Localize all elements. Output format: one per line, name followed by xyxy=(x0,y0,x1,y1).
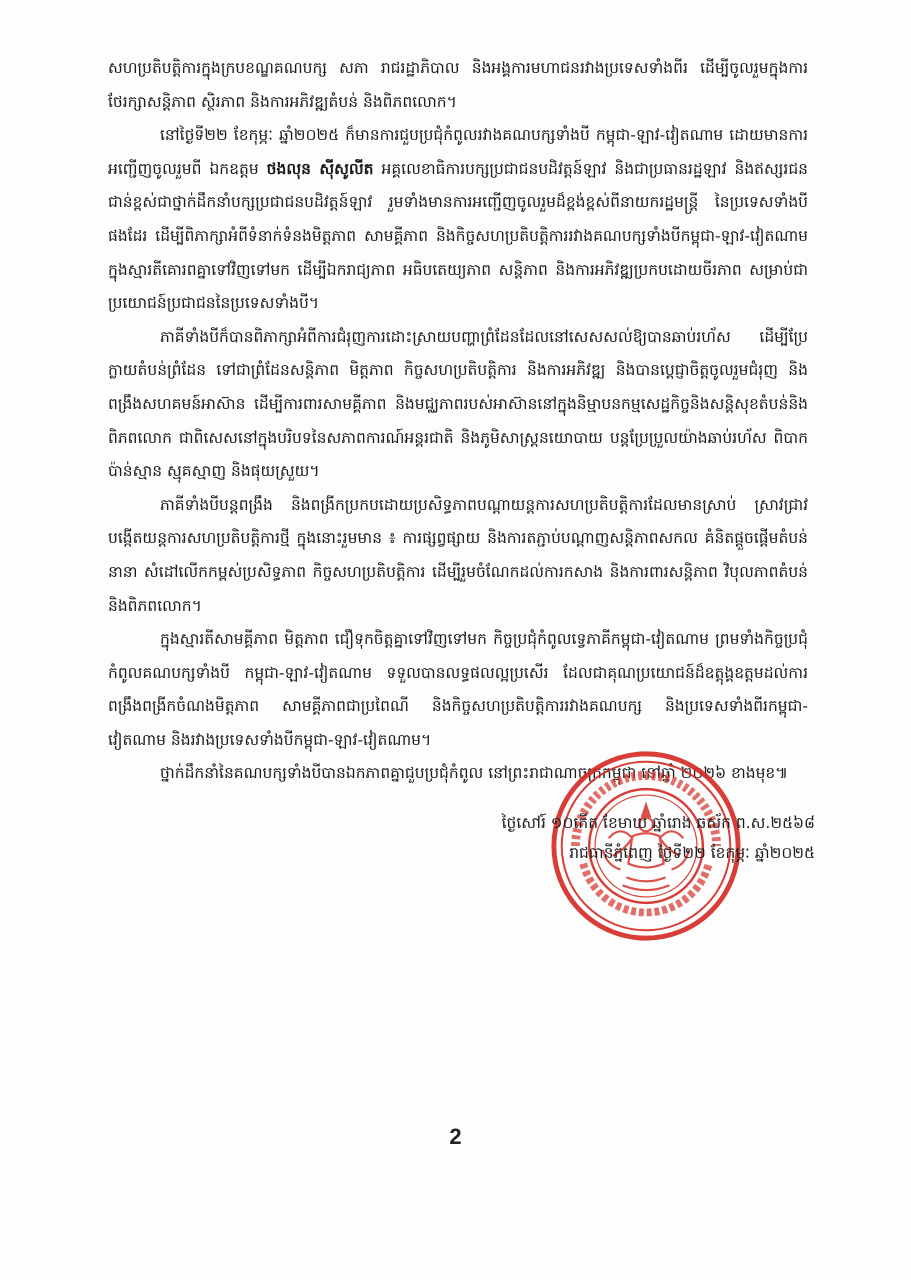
paragraph-2-bold-name: ថងលុន ស៊ីសូលីត xyxy=(266,159,374,178)
document-body xyxy=(108,52,808,791)
paragraph-4: ភាគីទាំងបីបន្តពង្រឹង និងពង្រីកប្រកបដោយប្រសិទ្ធភាពបណ្តាយន្តការសហប្រតិបត្តិការដែលមានស្រាប់ ស្រាវជ្រាវបង្កើតយន្តការសហប្រតិបត្តិការថ្មី ក្នុងនោះរួមមាន ៖ ការផ្សព្វផ្សាយ និងការតភ្ជាប់បណ្តាញសន្តិភាពសកល គំនិតផ្តួចផ្តើមតំបន់នានា សំដៅលើកកម្ពស់ប្រសិទ្ធភាព កិច្ចសហប្រតិបត្តិការ ដើម្បីរួមចំណែកដល់ការកសាង និងការពារសន្តិភាព វិបុលភាពតំបន់ និងពិភពលោក។ xyxy=(108,495,808,615)
paragraph-3: ភាគីទាំងបីក៏បានពិភាក្សាអំពីការជំរុញការដោះស្រាយបញ្ហាព្រំដែនដែលនៅសេសសល់ឱ្យបានឆាប់រហ័ស ដើម្បីប្រែក្លាយតំបន់ព្រំដែន ទៅជាព្រំដែនសន្តិភាព មិត្តភាព កិច្ចសហប្រតិបត្តិការ និងការអភិវឌ្ឍ និងបានប្ដេជ្ញាចិត្តចូលរួមជំរុញ និងពង្រឹងសហគមន៍អាស៊ាន ដើម្បីការពារសាមគ្គីភាព និងមជ្ឈភាពរបស់អាស៊ាននៅក្នុងនិម្មាបនកម្មសេដ្ឋកិច្ចនិងសន្តិសុខតំបន់និងពិភពលោក ជាពិសេសនៅក្នុងបរិបទនៃសភាពការណ៍អន្តរជាតិ និងភូមិសាស្ត្រនយោបាយ បន្តប្រែប្រួលយ៉ាងឆាប់រហ័ស ពិបាកប៉ាន់ស្មាន ស្មុគស្មាញ និងផុយស្រួយ។ xyxy=(108,327,808,481)
lunar-date: ថ្ងៃសៅរ៍ ១០កើត ខែមាឃ ឆ្នាំរោង ឆស័ក ព.ស.២៥៦៨ xyxy=(501,814,815,832)
solar-date-location: រាជធានីភ្នំពេញ ថ្ងៃទី២២ ខែកុម្ភៈ ឆ្នាំ២០២៥ xyxy=(569,844,815,862)
paragraph-2-intro: នៅថ្ងៃទី២២ ខែកុម្ភៈ ឆ្នាំ២០២៥ ក៏មានការជួបប្រជុំកំពូលរវាងគណបក្សទាំងបី កម្ពុជា-ឡាវ-វៀតណាម ដោយមានការអញ្ជើញចូលរួមពី ឯកឧត្តម xyxy=(108,126,808,178)
signature-block xyxy=(420,808,815,868)
paragraph-2-rest: អគ្គលេខាធិការបក្សប្រជាជនបដិវត្តន៍ឡាវ និងជាប្រធានរដ្ឋឡាវ និងឥស្សរជនជាន់ខ្ពស់ជាថ្នាក់ដឹកនាំបក្សប្រជាជនបដិវត្តន៍ឡាវ រួមទាំងមានការអញ្ជើញចូលរួមដ៏ខ្ពង់ខ្ពស់ពីនាយករដ្ឋមន្ត្រី នៃប្រទេសទាំងបី ផងដែរ ដើម្បីពិភាក្សាអំពីទំនាក់ទំនងមិត្តភាព សាមគ្គីភាព និងកិច្ចសហប្រតិបត្តិការរវាងគណបក្សទាំងបីកម្ពុជា-ឡាវ-វៀតណាម ក្នុងស្មារតីគោរពគ្នាទៅវិញទៅមក ដើម្បីឯករាជ្យភាព អធិបតេយ្យភាព សន្តិភាព និងការអភិវឌ្ឍប្រកបដោយចីរភាព សម្រាប់ជាប្រយោជន៍ប្រជាជននៃប្រទេសទាំងបី។ xyxy=(108,159,808,313)
paragraph-1: សហប្រតិបត្តិការក្នុងក្របខណ្ឌគណបក្ស សភា រាជរដ្ឋាភិបាល និងអង្គការមហាជនរវាងប្រទេសទាំងពីរ ដើម្បីចូលរួមក្នុងការថែរក្សាសន្តិភាព ស្ថិរភាព និងការអភិវឌ្ឍតំបន់ និងពិភពលោក។ xyxy=(108,59,808,111)
paragraph-6: ថ្នាក់ដឹកនាំនៃគណបក្សទាំងបីបានឯកភាពគ្នាជួបប្រជុំកំពូល នៅព្រះរាជាណាចក្រកម្ពុជា នៅឆ្នាំ ២០២៦ ខាងមុខ៕ xyxy=(160,764,789,783)
paragraph-5: ក្នុងស្មារតីសាមគ្គីភាព មិត្តភាព ជឿទុកចិត្តគ្នាទៅវិញទៅមក កិច្ចប្រជុំកំពូលទ្វេភាគីកម្ពុជា-វៀតណាម ព្រមទាំងកិច្ចប្រជុំកំពូលគណបក្សទាំងបី កម្ពុជា-ឡាវ-វៀតណាម ទទួលបានលទ្ធផលល្អប្រសើរ ដែលជាគុណប្រយោជន៍ដ៏ឧត្តុង្គឧត្តមដល់ការពង្រឹងពង្រីកចំណងមិត្តភាព សាមគ្គីភាពជាប្រពៃណី និងកិច្ចសហប្រតិបត្តិការរវាងគណបក្ស និងប្រទេសទាំងពីរកម្ពុជា-វៀតណាម និងរវាងប្រទេសទាំងបីកម្ពុជា-ឡាវ-វៀតណាម។ xyxy=(108,630,808,749)
page-number: 2 xyxy=(449,1124,462,1149)
paragraph-2 xyxy=(108,119,808,321)
